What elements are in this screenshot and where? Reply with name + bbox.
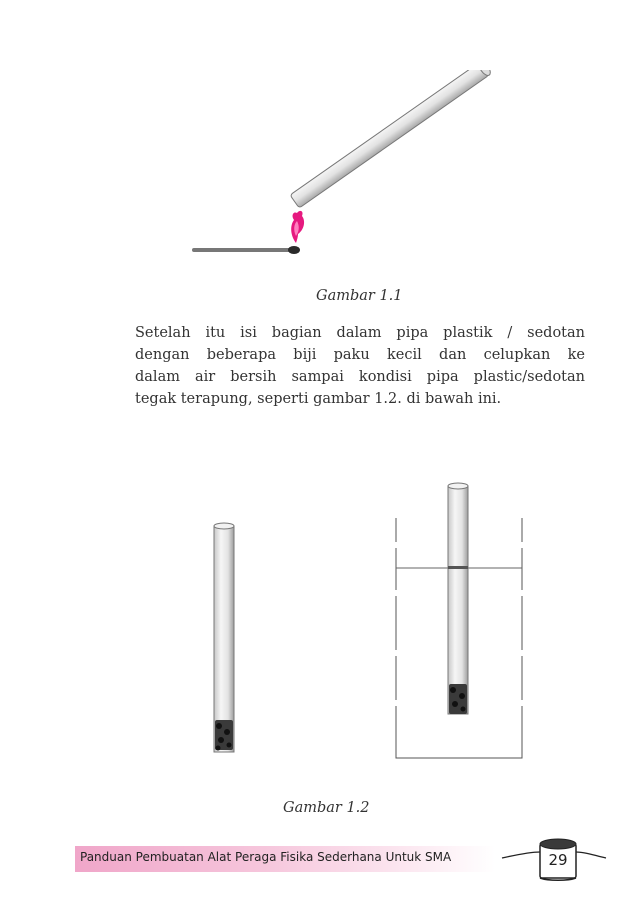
- page-number: 29: [548, 851, 568, 869]
- flame: [291, 211, 304, 243]
- figure-1-2-illustration: [190, 470, 550, 770]
- figure-1-2-caption: Gambar 1.2: [283, 800, 370, 816]
- match-stick: [194, 246, 300, 254]
- straw-with-nails: [214, 523, 234, 752]
- tilted-straw: [290, 70, 492, 208]
- nails-floating: [449, 684, 467, 714]
- paragraph-line: dalam air bersih sampai kondisi pipa plastic/sedotan: [135, 369, 585, 385]
- figure-1-1-illustration: [180, 70, 520, 270]
- paragraph-line: tegak terapung, seperti gambar 1.2. di bawah ini.: [135, 391, 502, 407]
- nails-left: [215, 720, 233, 751]
- figure-1-1-caption: Gambar 1.1: [316, 288, 403, 304]
- paragraph-line: dengan beberapa biji paku kecil dan celupkan ke: [135, 347, 585, 363]
- paragraph-line: Setelah itu isi bagian dalam pipa plastik / sedotan: [135, 325, 585, 341]
- footer-title: Panduan Pembuatan Alat Peraga Fisika Sederhana Untuk SMA: [80, 850, 452, 864]
- body-paragraph: [135, 322, 585, 410]
- floating-straw: [448, 483, 468, 714]
